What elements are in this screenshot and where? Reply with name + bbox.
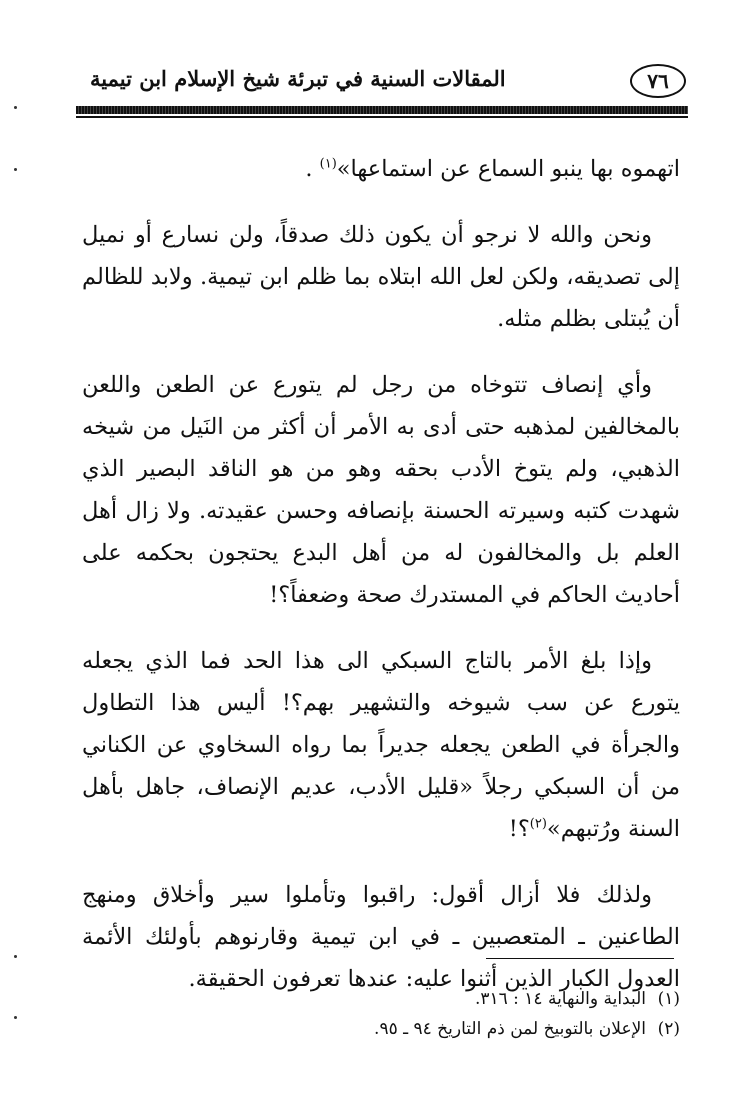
body-text bbox=[82, 148, 680, 1024]
running-title: المقالات السنية في تبرئة شيخ الإسلام ابن تيمية bbox=[90, 66, 506, 91]
paragraph: اتهموه بها ينبو السماع عن استماعها»$^{(١)}$ . bbox=[305, 156, 680, 182]
scan-mark bbox=[14, 168, 17, 171]
running-header bbox=[82, 62, 686, 102]
paragraph: وإذا بلغ الأمر بالتاج السبكي الى هذا الحد فما الذي يجعله يتورع عن سب شيوخه والتشهير بهم؟! أليس هذا التطاول والجرأة في الطعن يجعله جديراً بما رواه السخاوي عن الكناني من أن السبكي رجلاً «قليل الأدب، عديم الإنصاف، جاهل بأهل السنة ورُتبهم»$^{(٢)}$؟! bbox=[82, 648, 680, 842]
paragraph: ولذلك فلا أزال أقول: راقبوا وتأملوا سير وأخلاق ومنهج الطاعنين ـ المتعصبين ـ في ابن تيمية وقارنوهم بأولئك الأئمة العدول الكبار الذين أثنوا عليه: عندها تعرفون الحقيقة. bbox=[82, 882, 680, 992]
footnote-separator bbox=[486, 958, 674, 959]
footnote-ref: (١) bbox=[319, 156, 337, 172]
footnote-ref: (٢) bbox=[529, 816, 547, 832]
scan-mark bbox=[14, 106, 17, 109]
scan-mark bbox=[14, 1016, 17, 1019]
footnote: (٢)الإعلان بالتوبيخ لمن ذم التاريخ ٩٤ ـ ٩٥. bbox=[374, 1019, 680, 1039]
footnotes bbox=[82, 984, 680, 1044]
scan-mark bbox=[14, 955, 17, 958]
header-rule-thick bbox=[76, 106, 688, 114]
paragraph: وأي إنصاف تتوخاه من رجل لم يتورع عن الطعن واللعن بالمخالفين لمذهبه حتى أدى به الأمر أن أكثر من النَيل من شيخه الذهبي، ولم يتوخ الأدب بحقه وهو من هو الناقد البصير الذي شهدت كتبه وسيرته الحسنة بإنصافه وحسن عقيدته. ولا زال أهل العلم بل والمخالفون له من أهل البدع يحتجون بحكمه على أحاديث الحاكم في المستدرك صحة وضعفاً؟! bbox=[82, 372, 680, 608]
page-number: ٧٦ bbox=[630, 64, 686, 98]
header-rule-thin bbox=[76, 116, 688, 118]
footnote: (١)البداية والنهاية ١٤ : ٣١٦. bbox=[474, 989, 680, 1009]
paragraph: ونحن والله لا نرجو أن يكون ذلك صدقاً، ولن نسارع أو نميل إلى تصديقه، ولكن لعل الله ابتلاه بما ظلم ابن تيمية. ولابد للظالم أن يُبتلى بظلم مثله. bbox=[82, 222, 680, 332]
